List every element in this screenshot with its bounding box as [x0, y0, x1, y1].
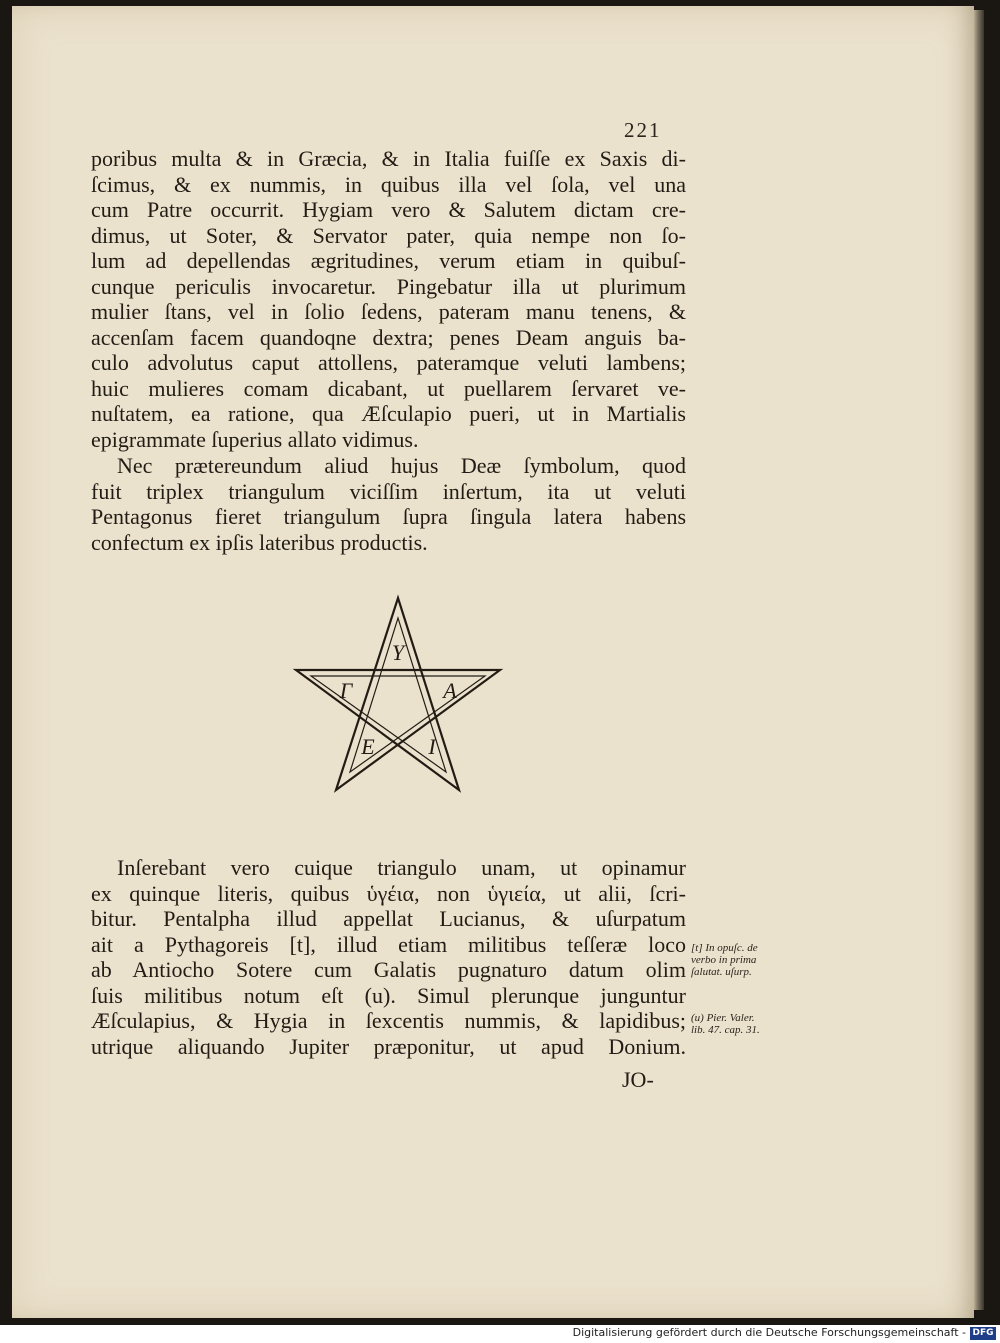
text-line: cum Patre occurrit. Hygiam vero & Salutem dictam cre- [91, 197, 686, 222]
text-line: cunque periculis invocaretur. Pingebatur illa ut plurimum [91, 273, 686, 299]
pentagram-letter: Γ [339, 678, 353, 703]
page-number: 221 [624, 118, 662, 142]
text-line: confectum ex ipſis lateribus productis. [91, 529, 428, 555]
margin-note-u [691, 1012, 791, 1036]
text-line: nuſtatem, ea ratione, qua Æſculapio pueri, ut in Martialis [91, 401, 686, 426]
page-edge [974, 10, 984, 1310]
note-line: verbo in prima [691, 954, 757, 966]
pentagram-letter: Ε [361, 734, 375, 759]
paragraph-1 [91, 146, 686, 452]
text-line: ex quinque literis, quibus ὑγέια, non ὑγιεία, ut alii, ſcri- [91, 880, 686, 906]
pentagram-figure [290, 594, 506, 796]
text-line: bitur. Pentalpha illud appellat Lucianus, & uſurpatum [91, 906, 686, 931]
pentagram-letter: Ι [428, 734, 436, 759]
text-line: utrique aliquando Jupiter præponitur, ut apud Donium. [91, 1033, 686, 1059]
footer-bar [0, 1325, 1000, 1343]
text-line: ait a Pythagoreis [t], illud etiam militibus teſſeræ loco [91, 931, 686, 957]
text-line: Inſerebant vero cuique triangulo unam, ut opinamur [117, 855, 686, 880]
text-line: epigrammate ſuperius allato vidimus. [91, 426, 419, 452]
text-line: accenſam facem quandoqne dextra; penes Deam anguis ba- [91, 324, 686, 350]
note-line: (u) Pier. Valer. [691, 1012, 755, 1024]
text-line: mulier ſtans, vel in ſolio ſedens, pateram manu tenens, & [91, 299, 686, 324]
pentagram-letter: Υ [391, 640, 405, 665]
paragraph-3 [91, 855, 686, 1059]
text-line: lum ad depellendas ægritudines, verum etiam in quibuſ- [91, 248, 686, 273]
text-line: Nec prætereundum aliud hujus Deæ ſymbolum, quod [117, 453, 686, 478]
text-line: ſuis militibus notum eſt (u). Simul plerunque junguntur [91, 982, 686, 1008]
text-line: culo advolutus caput attollens, pateramque veluti lambens; [91, 350, 686, 375]
footer-text: Digitalisierung gefördert durch die Deutsche Forschungsgemeinschaft - [572, 1326, 966, 1339]
text-line: poribus multa & in Græcia, & in Italia fuiſſe ex Saxis di- [91, 146, 686, 171]
catchword: JO- [622, 1067, 654, 1092]
text-line: dimus, ut Soter, & Servator pater, quia nempe non ſo- [91, 222, 686, 248]
text-line: huic mulieres comam dicabant, ut puellarem ſervaret ve- [91, 375, 686, 401]
note-line: [t] In opuſc. de [691, 942, 758, 954]
dfg-logo[interactable]: DFG [970, 1327, 996, 1340]
text-line: ſcimus, & ex nummis, in quibus illa vel ſola, vel una [91, 171, 686, 197]
text-line: fuit triplex triangulum viciſſim inſertum, ita ut veluti [91, 478, 686, 504]
note-line: ſalutat. uſurp. [691, 966, 752, 978]
margin-note-t [691, 942, 791, 978]
pentagram-letter: Α [443, 678, 457, 703]
note-line: lib. 47. cap. 31. [691, 1024, 760, 1036]
paragraph-2 [91, 453, 686, 555]
text-line: Pentagonus fieret triangulum ſupra ſingula latera habens [91, 504, 686, 529]
text-line: ab Antiocho Sotere cum Galatis pugnaturo datum olim [91, 957, 686, 982]
text-line: Æſculapius, & Hygia in ſexcentis nummis, & lapidibus; [91, 1008, 686, 1033]
